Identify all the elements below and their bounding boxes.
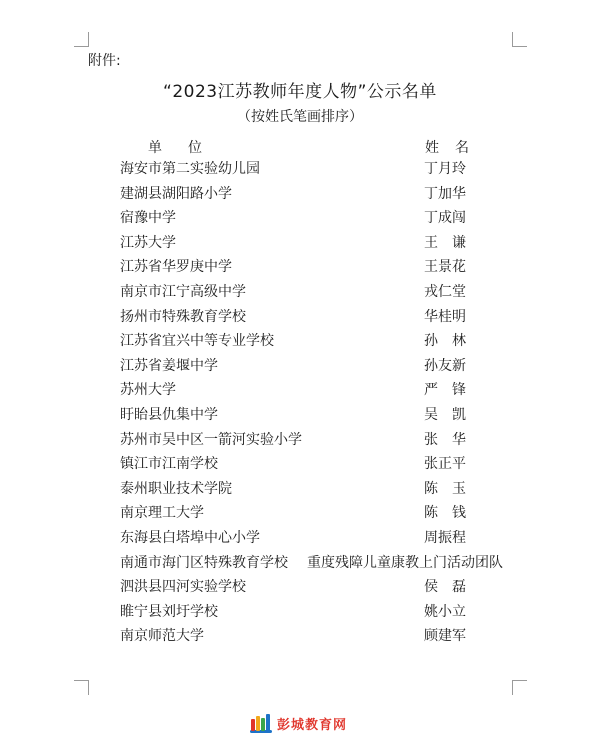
- entry-name: 周振程: [424, 529, 466, 546]
- entry-unit: 苏州市吴中区一箭河实验小学: [120, 431, 302, 448]
- entry-name: 陈 玉: [424, 480, 466, 497]
- list-item: [0, 501, 600, 526]
- entry-unit: 江苏省宜兴中等专业学校: [120, 333, 274, 350]
- logo-book-bar: [251, 719, 255, 731]
- entry-unit: 南通市海门区特殊教育学校: [120, 554, 288, 571]
- list-item: [0, 182, 600, 207]
- document-subtitle: （按姓氏笔画排序）: [237, 109, 363, 125]
- list-item: [0, 378, 600, 403]
- nominee-list: [0, 157, 600, 649]
- logo-book-bar: [256, 716, 260, 731]
- entry-name: 丁成闯: [424, 210, 466, 227]
- list-item: [0, 354, 600, 379]
- entry-name: 陈 钱: [424, 505, 466, 522]
- column-header-unit: 单位: [148, 140, 228, 156]
- list-item: [0, 305, 600, 330]
- page-corner-mark-bottom-left: [74, 680, 89, 695]
- entry-unit: 睢宁县刘圩学校: [120, 603, 218, 620]
- entry-name: 孙 林: [424, 333, 466, 350]
- entry-unit: 苏州大学: [120, 382, 176, 399]
- logo-book-bar: [261, 718, 265, 731]
- entry-name: 张正平: [424, 456, 466, 473]
- entry-name: 孙友新: [424, 357, 466, 374]
- list-item: [0, 526, 600, 551]
- column-header-name: 姓名: [425, 140, 485, 156]
- site-logo-text: 彭城教育网: [277, 717, 348, 733]
- entry-unit: 海安市第二实验幼儿园: [120, 161, 260, 177]
- entry-name: 王景花: [424, 259, 466, 276]
- list-item: [0, 206, 600, 231]
- page-corner-mark-top-left: [74, 32, 89, 47]
- entry-name: 吴 凯: [424, 406, 466, 423]
- attachment-label: 附件:: [88, 53, 121, 69]
- list-item: [0, 428, 600, 453]
- list-item: [0, 280, 600, 305]
- list-item: [0, 231, 600, 256]
- list-item: [0, 575, 600, 600]
- entry-name: 顾建军: [424, 628, 466, 645]
- entry-name: 姚小立: [424, 603, 466, 620]
- entry-unit: 镇江市江南学校: [120, 456, 218, 473]
- entry-unit: 东海县白塔埠中心小学: [120, 529, 260, 546]
- entry-name: 丁加华: [424, 185, 466, 202]
- entry-unit: 南京市江宁高级中学: [120, 283, 246, 300]
- entry-name: 重度残障儿童康教上门活动团队: [307, 554, 503, 571]
- list-item: [0, 600, 600, 625]
- document-title: “2023江苏教师年度人物”公示名单: [163, 82, 437, 102]
- entry-unit: 盱眙县仇集中学: [120, 406, 218, 423]
- entry-unit: 泰州职业技术学院: [120, 480, 232, 497]
- entry-name: 张 华: [424, 431, 466, 448]
- entry-unit: 泗洪县四河实验学校: [120, 579, 246, 596]
- list-item: [0, 329, 600, 354]
- page-corner-mark-bottom-right: [512, 680, 527, 695]
- list-item: [0, 452, 600, 477]
- entry-name: 严 锋: [424, 382, 466, 399]
- entry-name: 王 谦: [424, 234, 466, 251]
- page-corner-mark-top-right: [512, 32, 527, 47]
- entry-unit: 宿豫中学: [120, 210, 176, 227]
- list-item: [0, 551, 600, 576]
- entry-unit: 江苏省华罗庚中学: [120, 259, 232, 276]
- entry-name: 华桂明: [424, 308, 466, 325]
- entry-unit: 江苏大学: [120, 234, 176, 251]
- site-logo: [250, 710, 347, 736]
- list-item: [0, 624, 600, 649]
- entry-name: 丁月玲: [424, 161, 466, 177]
- entry-name: 戎仁堂: [424, 283, 466, 300]
- entry-unit: 建湖县湖阳路小学: [120, 185, 232, 202]
- list-item: [0, 403, 600, 428]
- list-item: [0, 477, 600, 502]
- entry-unit: 南京理工大学: [120, 505, 204, 522]
- entry-name: 侯 磊: [424, 579, 466, 596]
- entry-unit: 扬州市特殊教育学校: [120, 308, 246, 325]
- list-item: [0, 255, 600, 280]
- entry-unit: 江苏省姜堰中学: [120, 357, 218, 374]
- books-logo-icon: [250, 713, 272, 733]
- logo-book-bar: [266, 714, 270, 731]
- entry-unit: 南京师范大学: [120, 628, 204, 645]
- list-item: [0, 157, 600, 182]
